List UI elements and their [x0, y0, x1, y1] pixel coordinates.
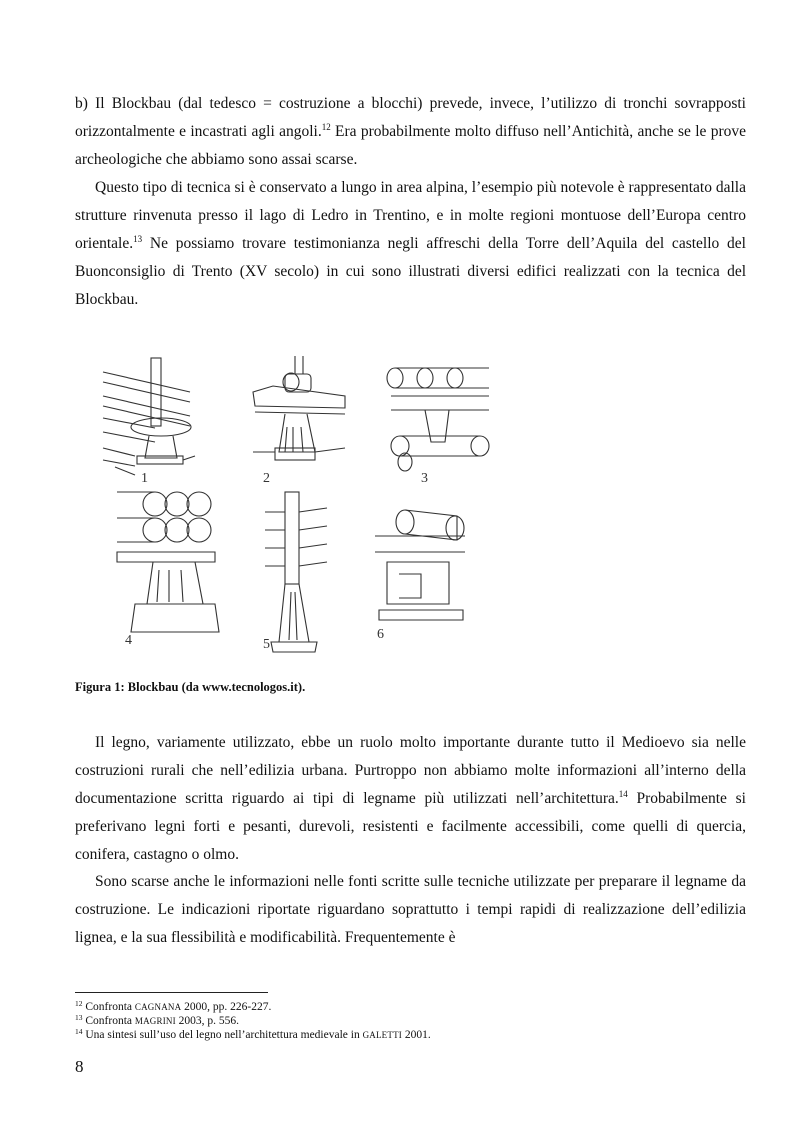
blockbau-joint-5 — [265, 492, 327, 652]
page-number: 8 — [75, 1057, 84, 1076]
paragraph-blockbau-intro — [75, 90, 746, 174]
blockbau-joint-1 — [103, 358, 195, 475]
paragraph-text: Questo tipo di tecnica si è conservato a lungo in area alpina, l’esempio più notevole è rappresentato dalla strutture rinvenuta presso il lago di Ledro in Trentino, e in molte regioni montuose dell’Europa centro orientale. — [75, 179, 746, 252]
figure-label-3: 3 — [421, 471, 428, 486]
footnote-text: Una sintesi sull’uso del legno nell’architettura medievale in — [85, 1029, 363, 1041]
footnote-author: GALETTI — [362, 1030, 402, 1040]
blockbau-joint-2 — [253, 356, 345, 460]
figure-label-2: 2 — [263, 471, 270, 486]
footnote-author: MAGRINI — [134, 1016, 176, 1026]
blockbau-joint-6 — [375, 510, 465, 620]
footnote-text: 2000, pp. 226-227. — [181, 1001, 272, 1013]
figure-blockbau-illustration — [95, 352, 495, 660]
footnote-number: 14 — [75, 1027, 83, 1036]
footnote-number: 12 — [75, 999, 83, 1008]
footnote-text: Confronta — [85, 1001, 135, 1013]
footnote-text: 2001. — [401, 1029, 431, 1041]
figure-label-6: 6 — [377, 627, 384, 642]
footnote-ref-13[interactable]: 13 — [133, 234, 143, 244]
footnote-ref-14[interactable]: 14 — [618, 789, 628, 799]
paragraph-wood-usage — [75, 729, 746, 869]
footnote-text: Confronta — [85, 1015, 135, 1027]
footnote-12 — [75, 1000, 271, 1014]
paragraph-alpine-area — [75, 174, 746, 314]
paragraph-text: Probabilmente si preferivano legni forti e pesanti, durevoli, resistenti e facilmente accessibili, come quelli di quercia, conifera, castagno o olmo. — [75, 790, 746, 863]
footnote-number: 13 — [75, 1013, 83, 1022]
footnote-separator — [75, 992, 268, 993]
figure-label-5: 5 — [263, 637, 270, 652]
figure-label-4: 4 — [125, 633, 132, 648]
footnote-ref-12[interactable]: 12 — [321, 122, 331, 132]
blockbau-joint-3 — [387, 368, 489, 471]
footnote-14 — [75, 1028, 431, 1042]
blockbau-joint-4 — [117, 492, 219, 632]
paragraph-text: Ne possiamo trovare testimonianza negli affreschi della Torre dell’Aquila del castello del Buonconsiglio di Trento (XV secolo) in cui sono illustrati diversi edifici realizzati con la tecnica del Blockbau. — [75, 235, 746, 308]
figure-caption: Figura 1: Blockbau (da www.tecnologos.it). — [75, 680, 306, 694]
figure-label-1: 1 — [141, 471, 148, 486]
footnote-text: 2003, p. 556. — [175, 1015, 240, 1027]
paragraph-text: Il legno, variamente utilizzato, ebbe un ruolo molto importante durante tutto il Medioevo sia nelle costruzioni rurali che nell’edilizia urbana. Purtroppo non abbiamo molte informazioni all’interno della documentazione scritta riguardo ai tipi di legname più utilizzati nell’architettura. — [75, 734, 746, 807]
paragraph-text: Era probabilmente molto diffuso nell’Antichità, anche se le prove archeologiche che abbiamo sono assai scarse. — [75, 123, 747, 168]
footnote-author: CAGNANA — [134, 1002, 182, 1012]
footnote-13 — [75, 1014, 239, 1028]
paragraph-text: b) Il Blockbau (dal tedesco = costruzione a blocchi) prevede, invece, l’utilizzo di tronchi sovrapposti orizzontalmente e incastrati agli angoli. — [75, 95, 746, 140]
paragraph-techniques: Sono scarse anche le informazioni nelle fonti scritte sulle tecniche utilizzate per preparare il legname da costruzione. Le indicazioni riportate riguardano soprattutto i tempi rapidi di realizzazione dell’edilizia lignea, e la sua flessibilità e modificabilità. Frequentemente è — [75, 873, 746, 946]
